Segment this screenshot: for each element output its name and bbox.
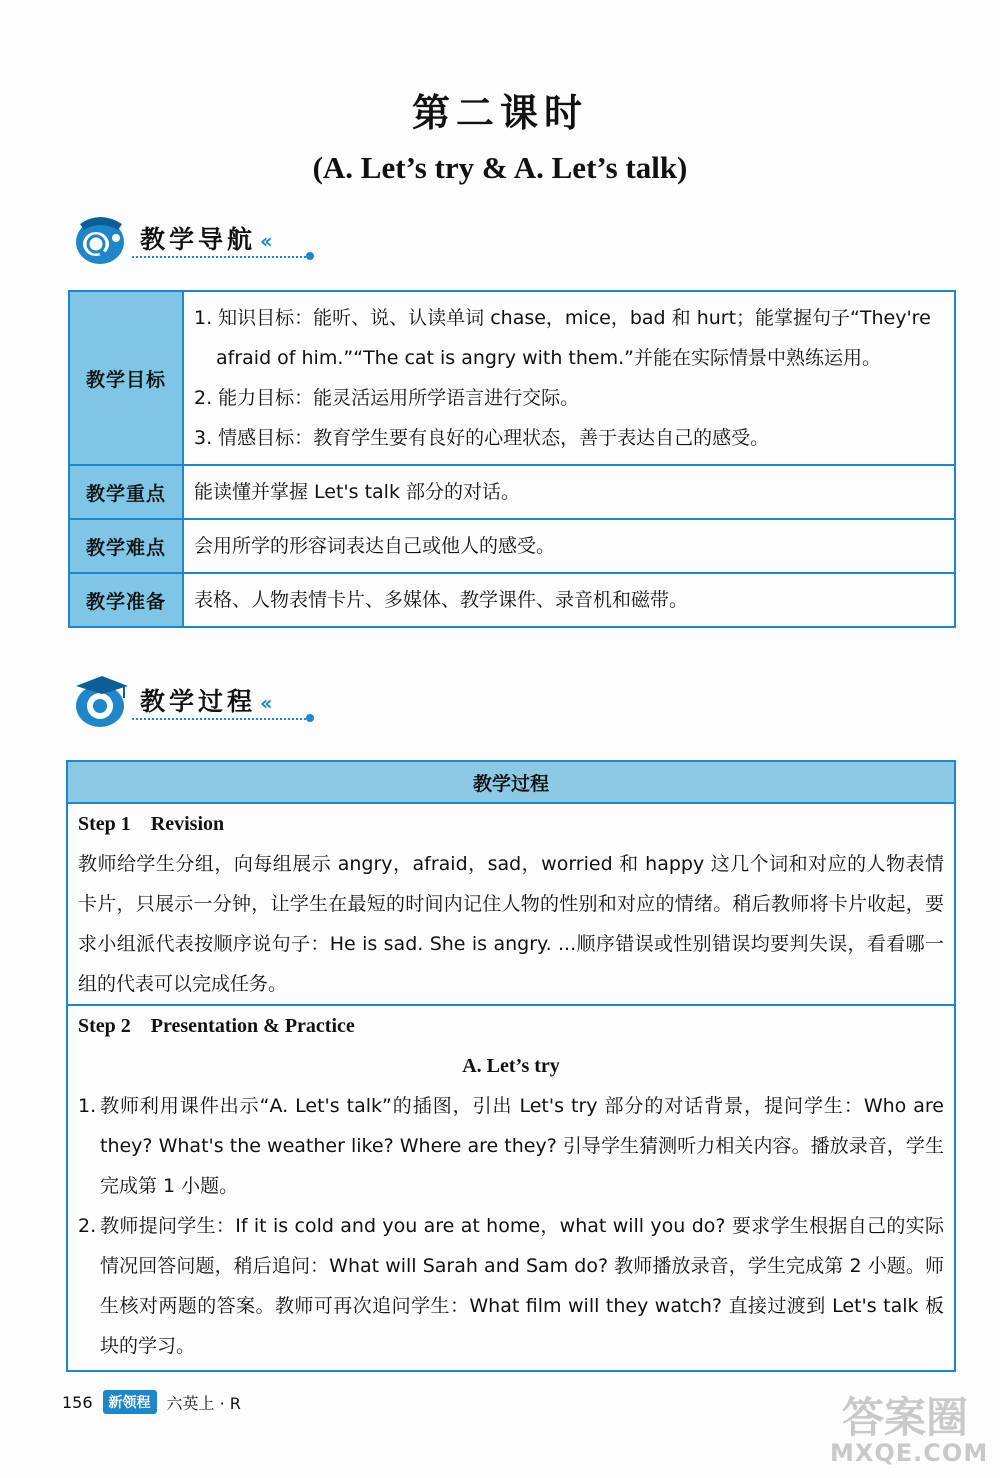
objective-item: 3. 情感目标：教育学生要有良好的心理状态，善于表达自己的感受。 (194, 427, 770, 449)
step2-item (78, 1206, 944, 1366)
difficulties-row (70, 518, 954, 572)
step2-item-text: 教师提问学生：If it is cold and you are at home，what will you do? 要求学生根据自己的实际情况回答问题，稍后追问：What will Sarah and Sam do? 教师播放录音，学生完成第 2 小题。师生核对两题的答案。教师可再次追问学生：What film will they watch? 直接过渡到 Let's talk 板块的学习。 (100, 1215, 944, 1357)
step2-item-number: 1. (78, 1095, 97, 1117)
key-points-label: 教学重点 (70, 466, 184, 518)
step2-subtitle: A. Let’s try (462, 1055, 560, 1077)
preparation-content: 表格、人物表情卡片、多媒体、教学课件、录音机和磁带。 (194, 589, 689, 611)
brand-badge: 新领程 (103, 1390, 157, 1414)
step2-item-text: 教师利用课件出示“A. Let's talk”的插图，引出 Let's try 部分的对话背景，提问学生：Who are they? What's the weather like? Where are they? 引导学生猜测听力相关内容。播放录音，学生完成第 1 小题。 (100, 1095, 944, 1197)
objective-item: 1. 知识目标：能听、说、认读单词 chase，mice，bad 和 hurt；能掌握句子“They're (194, 307, 931, 329)
step2-title: Step 2 Presentation & Practice (68, 1004, 954, 1046)
difficulties-content: 会用所学的形容词表达自己或他人的感受。 (194, 535, 556, 557)
mascot-graduate-icon (70, 672, 132, 730)
section-process-header (70, 672, 320, 732)
process-table-header: 教学过程 (68, 762, 954, 804)
step2-item (78, 1086, 944, 1206)
preparation-row (70, 572, 954, 626)
lesson-title: 第二课时 (411, 90, 588, 135)
key-points-row (70, 464, 954, 518)
section-guide-title-text: 教学导航 (140, 225, 257, 254)
step2-item-number: 2. (78, 1215, 97, 1237)
objective-item: afraid of him.”“The cat is angry with them.”并能在实际情景中熟练运用。 (216, 347, 882, 369)
mascot-detective-icon (70, 210, 132, 268)
underline-dot (306, 252, 314, 260)
process-table-body (68, 804, 954, 1366)
step1-text: 教师给学生分组，向每组展示 angry，afraid，sad，worried 和 happy 这几个词和对应的人物表情卡片，只展示一分钟，让学生在最短的时间内记住人物的性别和对应的情绪。稍后教师将卡片收起，要求小组派代表按顺序说句子：He is sad. She is angry. ...顺序错误或性别错误均要判失误，看看哪一组的代表可以完成任务。 (78, 853, 944, 995)
preparation-label: 教学准备 (70, 574, 184, 626)
book-label: 六英上 · R (166, 1393, 241, 1413)
section-process-title-text: 教学过程 (140, 687, 257, 716)
chevron-left-icon: ‹‹ (260, 691, 269, 715)
step1-title: Step 1 Revision (78, 813, 225, 835)
lesson-subtitle: (A. Let’s try & A. Let’s talk) (312, 150, 688, 185)
chevron-left-icon: ‹‹ (260, 229, 269, 253)
objective-item: 2. 能力目标：能灵活运用所学语言进行交际。 (194, 387, 580, 409)
section-guide-header (70, 210, 320, 270)
page-footer (62, 1390, 241, 1414)
watermark-main: 答案圈 (841, 1393, 968, 1442)
page-number: 156 (62, 1392, 93, 1412)
section-process-title (140, 682, 269, 718)
section-underline (132, 256, 310, 258)
underline-dot (306, 714, 314, 722)
key-points-content: 能读懂并掌握 Let's talk 部分的对话。 (194, 481, 521, 503)
watermark-url: MXQE.COM (830, 1439, 989, 1467)
objectives-row-label: 教学目标 (70, 292, 184, 464)
process-table (66, 760, 956, 1372)
section-underline (132, 718, 310, 720)
objectives-table (68, 290, 956, 628)
section-guide-title (140, 220, 269, 256)
watermark (830, 1393, 989, 1470)
difficulties-label: 教学难点 (70, 520, 184, 572)
objectives-row-content (184, 292, 954, 464)
objectives-row (70, 292, 954, 464)
